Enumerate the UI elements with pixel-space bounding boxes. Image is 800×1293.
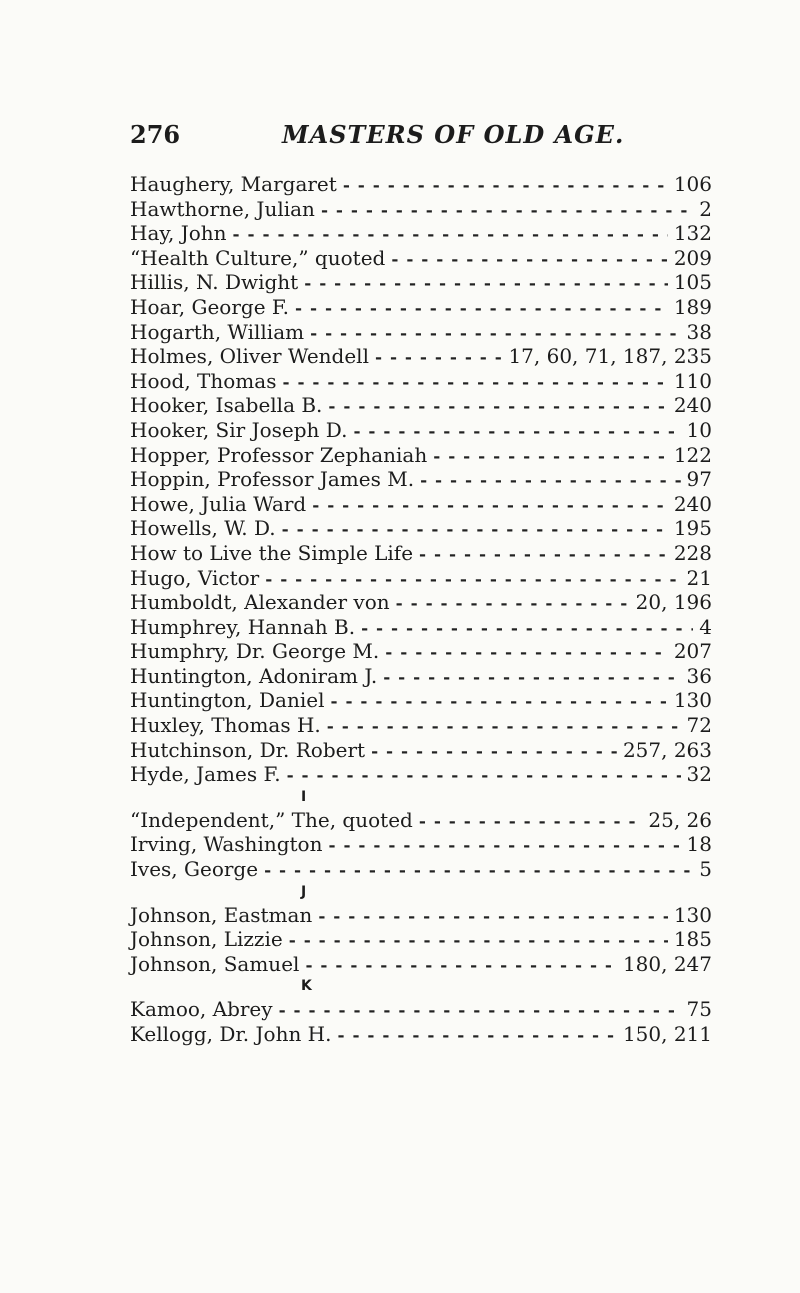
index-entry (130, 246, 712, 271)
entry-name: Hoar, George F. (130, 294, 290, 319)
entry-name: Hawthorne, Julian (130, 196, 315, 221)
index-entry (130, 566, 712, 591)
index-entry (130, 903, 712, 928)
entry-pages: 122 (673, 442, 712, 467)
entry-pages: 2 (699, 196, 712, 221)
entry-pages: 21 (686, 565, 712, 590)
dot-leader (233, 223, 668, 248)
dot-leader (265, 568, 680, 593)
entry-name: Hyde, James F. (130, 762, 281, 787)
entry-pages: 228 (673, 540, 712, 565)
entry-pages: 38 (686, 319, 712, 344)
dot-leader (289, 929, 668, 954)
entry-name: Hillis, N. Dwight (130, 270, 299, 295)
dot-leader (327, 715, 681, 740)
entry-name: Hood, Thomas (130, 368, 277, 393)
index-entry (130, 762, 712, 787)
index-entry (130, 738, 712, 763)
dot-leader (396, 592, 630, 617)
entry-name: Irving, Washington (130, 832, 323, 857)
entry-name: Johnson, Eastman (130, 902, 313, 927)
entry-pages: 105 (673, 270, 712, 295)
index-entry (130, 952, 712, 977)
entry-pages: 257, 263 (622, 737, 712, 762)
entry-pages: 17, 60, 71, 187, 235 (508, 344, 712, 369)
dot-leader (330, 690, 667, 715)
entry-pages: 10 (686, 417, 712, 442)
dot-leader (321, 199, 693, 224)
entry-pages: 36 (686, 663, 712, 688)
index-entry (130, 393, 712, 418)
entry-name: Hay, John (130, 221, 227, 246)
index-entry (130, 197, 712, 222)
index-entry (130, 713, 712, 738)
dot-leader (337, 1024, 616, 1049)
index-entry (130, 997, 712, 1022)
entry-name: Johnson, Samuel (130, 951, 300, 976)
index-entry (130, 541, 712, 566)
entry-pages: 240 (673, 393, 712, 418)
dot-leader (282, 371, 667, 396)
entry-pages: 185 (673, 927, 712, 952)
entry-pages: 32 (686, 762, 712, 787)
index-entry (130, 615, 712, 640)
index-entry (130, 857, 712, 882)
index-entry (130, 516, 712, 541)
entry-pages: 150, 211 (622, 1022, 712, 1046)
index-entry (130, 808, 712, 833)
entry-name: Humphrey, Hannah B. (130, 614, 356, 639)
dot-leader (328, 395, 667, 420)
dot-leader (419, 543, 668, 568)
entry-name: Humphry, Dr. George M. (130, 639, 380, 664)
entry-pages: 97 (686, 467, 712, 492)
index-entry (130, 418, 712, 443)
dot-leader (420, 469, 680, 494)
entry-name: Hooker, Isabella B. (130, 393, 323, 418)
entry-name: Hugo, Victor (130, 565, 260, 590)
entry-name: Huntington, Daniel (130, 688, 325, 713)
index-entry (130, 688, 712, 713)
entry-pages: 4 (699, 614, 712, 639)
entry-name: Holmes, Oliver Wendell (130, 344, 369, 369)
dot-leader (383, 666, 680, 691)
index-entry (130, 320, 712, 345)
running-title: MASTERS OF OLD AGE. (282, 120, 625, 149)
entry-name: Howells, W. D. (130, 516, 276, 541)
entry-name: Kamoo, Abrey (130, 997, 273, 1022)
entry-name: Hoppin, Professor James M. (130, 467, 415, 492)
entry-pages: 5 (699, 857, 712, 882)
index-entry (130, 344, 712, 369)
entry-name: Kellogg, Dr. John H. (130, 1022, 332, 1046)
index-list (130, 172, 712, 1047)
index-entry (130, 221, 712, 246)
entry-name: Huntington, Adoniram J. (130, 663, 378, 688)
entry-pages: 189 (673, 294, 712, 319)
index-entry (130, 295, 712, 320)
entry-pages: 195 (673, 516, 712, 541)
entry-pages: 130 (673, 688, 712, 713)
entry-pages: 72 (686, 713, 712, 738)
entry-name: Howe, Julia Ward (130, 491, 307, 516)
entry-pages: 75 (686, 997, 712, 1022)
entry-pages: 130 (673, 902, 712, 927)
entry-name: “Independent,” The, quoted (130, 807, 413, 832)
dot-leader (264, 859, 693, 884)
index-entry (130, 664, 712, 689)
index-entry (130, 172, 712, 197)
entry-name: Huxley, Thomas H. (130, 713, 321, 738)
index-entry (130, 1022, 712, 1047)
index-entry (130, 467, 712, 492)
index-entry (130, 492, 712, 517)
entry-pages: 132 (673, 221, 712, 246)
index-entry (130, 270, 712, 295)
dot-leader (375, 346, 502, 371)
dot-leader (353, 420, 680, 445)
section-letter: K (301, 978, 312, 995)
entry-name: Hooker, Sir Joseph D. (130, 417, 348, 442)
entry-name: How to Live the Simple Life (130, 540, 414, 565)
dot-leader (328, 834, 680, 859)
dot-leader (279, 999, 681, 1024)
entry-name: Hopper, Professor Zephaniah (130, 442, 428, 467)
dot-leader (385, 641, 668, 666)
entry-pages: 25, 26 (648, 807, 712, 832)
entry-name: Hutchinson, Dr. Robert (130, 737, 366, 762)
entry-pages: 240 (673, 491, 712, 516)
index-entry (130, 590, 712, 615)
section-letter: I (301, 788, 307, 805)
index-entry (130, 832, 712, 857)
dot-leader (295, 297, 668, 322)
entry-pages: 18 (686, 832, 712, 857)
dot-leader (318, 905, 667, 930)
dot-leader (312, 494, 668, 519)
dot-leader (391, 248, 667, 273)
dot-leader (371, 740, 617, 765)
entry-name: Hogarth, William (130, 319, 305, 344)
dot-leader (343, 174, 668, 199)
index-entry (130, 927, 712, 952)
entry-name: Haughery, Margaret (130, 172, 337, 196)
entry-name: Humboldt, Alexander von (130, 590, 390, 615)
entry-pages: 209 (673, 245, 712, 270)
dot-leader (310, 322, 680, 347)
entry-pages: 106 (673, 172, 712, 196)
dot-leader (305, 954, 617, 979)
entry-name: Johnson, Lizzie (130, 927, 283, 952)
dot-leader (433, 445, 668, 470)
dot-leader (419, 810, 643, 835)
index-entry (130, 639, 712, 664)
index-entry (130, 369, 712, 394)
entry-pages: 110 (673, 368, 712, 393)
page-number: 276 (130, 120, 181, 149)
entry-pages: 20, 196 (635, 590, 712, 615)
entry-name: “Health Culture,” quoted (130, 245, 386, 270)
entry-pages: 207 (673, 639, 712, 664)
dot-leader (282, 518, 668, 543)
dot-leader (287, 764, 681, 789)
entry-name: Ives, George (130, 857, 259, 882)
section-letter: J (301, 883, 307, 900)
dot-leader (304, 272, 668, 297)
dot-leader (361, 617, 693, 642)
index-entry (130, 443, 712, 468)
entry-pages: 180, 247 (622, 951, 712, 976)
